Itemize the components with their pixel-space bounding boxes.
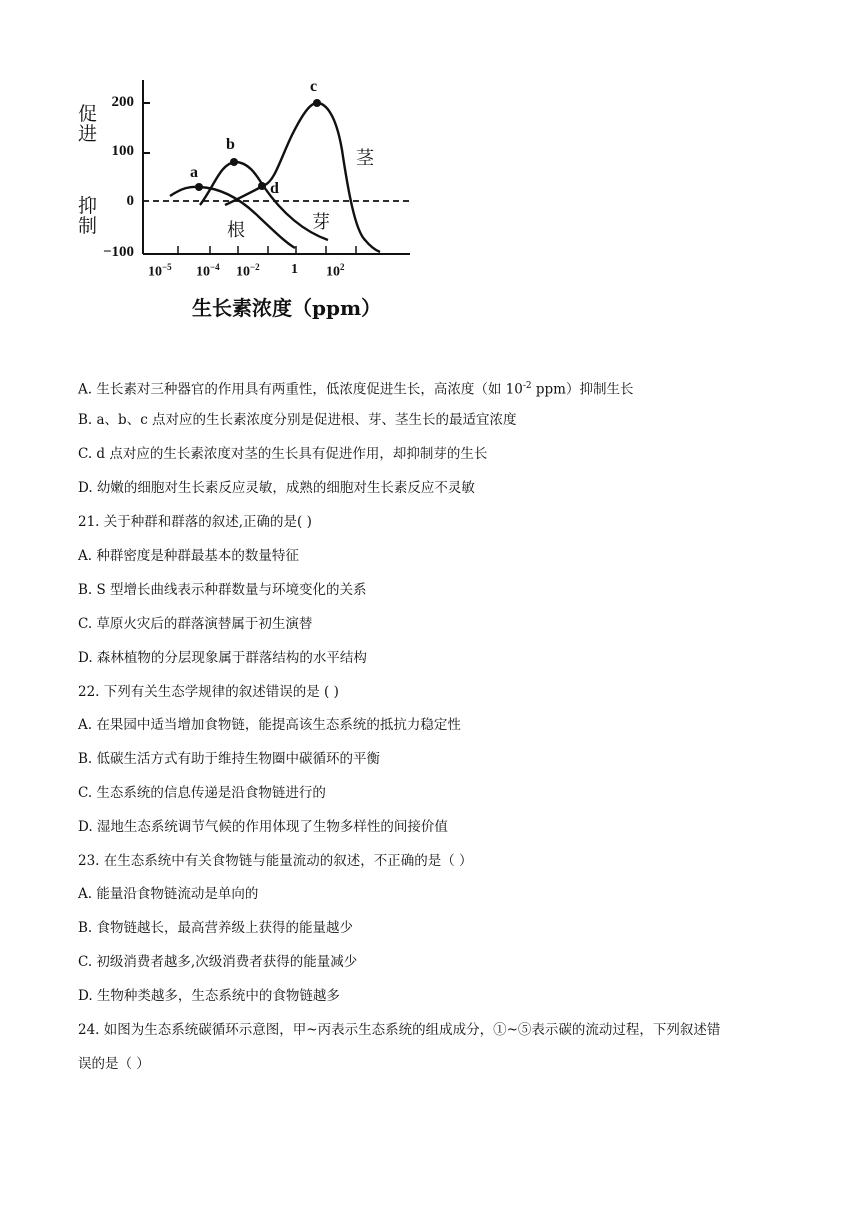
point-c [313,99,321,107]
option-line: A. 在果园中适当增加食物链，能提高该生态系统的抵抗力稳定性 [78,717,461,733]
y-tick-label: −100 [102,244,134,260]
option-line: D. 湿地生态系统调节气候的作用体现了生物多样性的间接价值 [78,819,448,835]
x-axis-label: 生长素浓度（ppm） [192,296,382,320]
point-b [230,158,238,166]
x-tick-label: $10^{-5}$ [148,262,172,280]
option-line: B. a、b、c 点对应的生长素浓度分别是促进根、芽、茎生长的最适宜浓度 [78,412,517,428]
option-line: C. 初级消费者越多,次级消费者获得的能量减少 [78,954,358,970]
option-line: A. 种群密度是种群最基本的数量特征 [78,548,299,564]
point-label-c: c [310,78,318,95]
series-label-bud: 芽 [312,212,330,233]
option-line: B. 食物链越长，最高营养级上获得的能量越少 [78,920,354,936]
y-label-promote: 促进 [78,103,98,145]
series-label-stem: 茎 [356,148,374,169]
series-label-root: 根 [227,220,245,241]
y-tick-label: 100 [111,143,134,159]
option-line: C. 生态系统的信息传递是沿食物链进行的 [78,785,326,801]
x-tick-label: $10^{-2}$ [236,262,260,280]
y-tick-label: 0 [126,193,134,209]
option-line: D. 森林植物的分层现象属于群落结构的水平结构 [78,650,367,666]
series-stem-curve [225,103,380,252]
option-line: B. S 型增长曲线表示种群数量与环境变化的关系 [78,582,367,598]
question-line: 24. 如图为生态系统碳循环示意图，甲~丙表示生态系统的组成成分，①~⑤表示碳的流动过程，下列叙述错 [78,1022,721,1038]
x-tick-label: $10^{-4}$ [196,262,220,280]
question-line: 21. 关于种群和群落的叙述,正确的是( ) [78,514,312,530]
question-line-cont: 误的是（ ） [78,1056,150,1072]
point-label-d: d [270,180,279,197]
point-a [195,183,203,191]
option-line: B. 低碳生活方式有助于维持生物圈中碳循环的平衡 [78,751,381,767]
point-label-a: a [190,164,198,181]
option-line: A. 生长素对三种器官的作用具有两重性，低浓度促进生长，高浓度（如 $10^{-2}$ ppm）抑制生长 [78,381,634,398]
question-line: 22. 下列有关生态学规律的叙述错误的是 ( ) [78,684,339,700]
x-tick-label: $10^2$ [326,262,345,280]
option-line: D. 幼嫩的细胞对生长素反应灵敏，成熟的细胞对生长素反应不灵敏 [78,480,475,496]
question-line: 23. 在生态系统中有关食物链与能量流动的叙述，不正确的是（ ） [78,853,473,869]
y-tick-label: 200 [111,94,134,110]
option-line: C. 草原火灾后的群落演替属于初生演替 [78,616,313,632]
option-line: C. d 点对应的生长素浓度对茎的生长具有促进作用，却抑制芽的生长 [78,446,488,462]
option-line: A. 能量沿食物链流动是单向的 [78,886,259,902]
y-label-inhibit: 抑制 [78,195,98,237]
option-line: D. 生物种类越多，生态系统中的食物链越多 [78,988,340,1004]
auxin-chart [70,70,430,330]
point-label-b: b [226,136,235,153]
point-d [258,182,266,190]
x-tick-label: 1 [291,262,298,277]
